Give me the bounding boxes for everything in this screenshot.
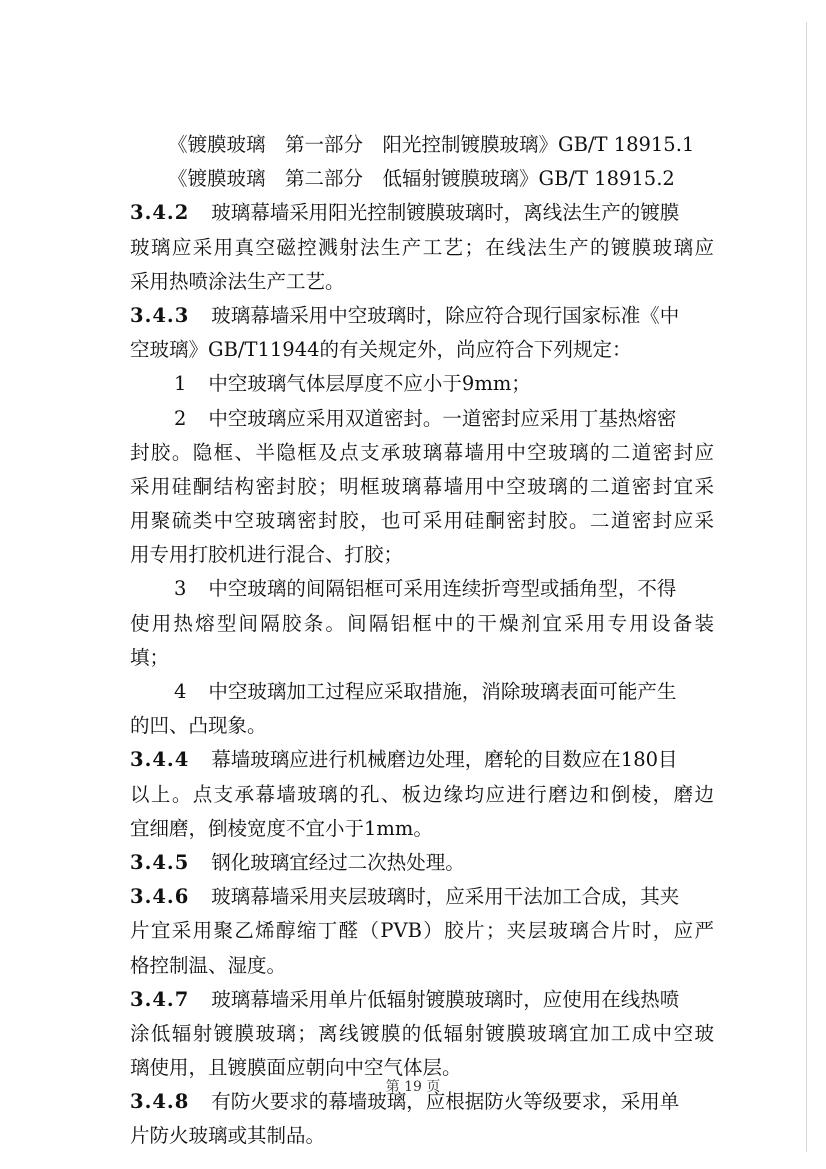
clause-text: 钢化玻璃宜经过二次热处理。 — [211, 850, 465, 874]
clause-text-line: 璃使用，且镀膜面应朝向中空气体层。 — [130, 1056, 462, 1080]
reference-line: 《镀膜玻璃 第二部分 低辐射镀膜玻璃》GB/T 18915.2 — [168, 167, 675, 191]
list-item-1 — [130, 367, 714, 401]
clause-text-line: 以上。点支承幕墙玻璃的孔、板边缘均应进行磨边和倒棱，磨边 — [130, 782, 714, 806]
page-number: 第 19 页 — [385, 1079, 441, 1095]
item-text-line: 封胶。隐框、半隐框及点支承玻璃幕墙用中空玻璃的二道密封应 — [130, 440, 714, 464]
clause-number: 3.4.4 — [130, 748, 190, 772]
clause-number: 3.4.3 — [130, 303, 190, 327]
clause-text-line: 片防火玻璃或其制品。 — [130, 1124, 326, 1148]
clause-text-line: 片宜采用聚乙烯醇缩丁醛（PVB）胶片；夹层玻璃合片时，应严 — [130, 919, 714, 943]
list-item-2 — [130, 402, 714, 436]
item-text: 中空玻璃的间隔铝框可采用连续折弯型或插角型，不得 — [208, 577, 677, 601]
item-text-line: 采用硅酮结构密封胶；明框玻璃幕墙用中空玻璃的二道密封宜采 — [130, 474, 714, 498]
clause-3-4-7 — [130, 983, 714, 1017]
clause-number: 3.4.5 — [130, 850, 190, 874]
item-number: 4 — [174, 680, 187, 703]
clause-3-4-4 — [130, 743, 714, 777]
clause-text-line: 空玻璃》GB/T11944的有关规定外，尚应符合下列规定： — [130, 338, 632, 362]
clause-number: 3.4.6 — [130, 885, 190, 909]
item-text: 中空玻璃加工过程应采取措施，消除玻璃表面可能产生 — [208, 680, 677, 703]
clause-3-4-3 — [130, 299, 714, 333]
clause-text-line: 涂低辐射镀膜玻璃；离线镀膜的低辐射镀膜玻璃宜加工成中空玻 — [130, 1021, 714, 1045]
clause-number: 3.4.8 — [130, 1090, 190, 1114]
item-text-line: 用专用打胶机进行混合、打胶； — [130, 543, 404, 567]
item-text-line: 使用热熔型间隔胶条。间隔铝框中的干燥剂宜采用专用设备装 — [130, 611, 714, 635]
clause-number: 3.4.2 — [130, 201, 190, 225]
item-number: 1 — [174, 372, 187, 396]
clause-text-line: 玻璃应采用真空磁控溅射法生产工艺；在线法生产的镀膜玻璃应 — [130, 235, 714, 259]
list-item-3 — [130, 572, 714, 606]
clause-number: 3.4.7 — [130, 987, 190, 1011]
item-text-line: 用聚硫类中空玻璃密封胶，也可采用硅酮密封胶。二道密封应采 — [130, 509, 714, 533]
clause-text: 玻璃幕墙采用阳光控制镀膜玻璃时，离线法生产的镀膜 — [211, 201, 680, 225]
clause-3-4-5 — [130, 846, 714, 880]
clause-text: 玻璃幕墙采用中空玻璃时，除应符合现行国家标准《中 — [211, 303, 680, 327]
item-number: 3 — [174, 577, 187, 601]
page-edge-line — [806, 22, 807, 1152]
clause-3-4-6 — [130, 880, 714, 914]
clause-3-4-2 — [130, 196, 714, 230]
clause-text-line: 格控制温、湿度。 — [130, 953, 287, 977]
reference-line: 《镀膜玻璃 第一部分 阳光控制镀膜玻璃》GB/T 18915.1 — [168, 133, 695, 156]
clause-text: 玻璃幕墙采用单片低辐射镀膜玻璃时，应使用在线热喷 — [211, 987, 680, 1011]
item-text-line: 填； — [130, 645, 170, 669]
item-text-line: 的凹、凸现象。 — [130, 714, 267, 738]
clause-text: 幕墙玻璃应进行机械磨边处理，磨轮的目数应在180目 — [211, 748, 678, 772]
clause-text-line: 宜细磨，倒棱宽度不宜小于1mm。 — [130, 816, 433, 840]
document-body — [130, 128, 714, 1154]
clause-text-line: 采用热喷涂法生产工艺。 — [130, 269, 345, 293]
item-text: 中空玻璃应采用双道密封。一道密封应采用丁基热熔密 — [208, 406, 677, 430]
list-item-4 — [130, 675, 714, 709]
clause-text: 玻璃幕墙采用夹层玻璃时，应采用干法加工合成，其夹 — [211, 885, 680, 909]
item-text: 中空玻璃气体层厚度不应小于9mm； — [208, 372, 531, 396]
item-number: 2 — [174, 406, 187, 430]
clause-text: 有防火要求的幕墙玻璃，应根据防火等级要求，采用单 — [211, 1090, 680, 1114]
